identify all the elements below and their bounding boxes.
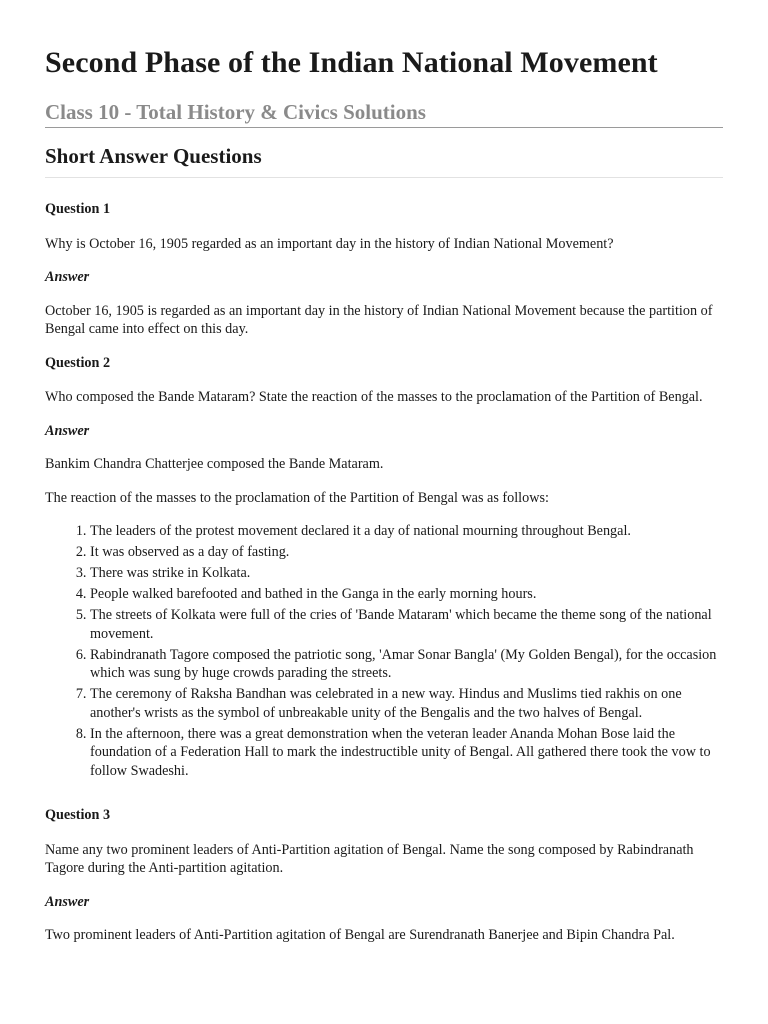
reaction-list <box>45 522 725 780</box>
answer-paragraph: Bankim Chandra Chatterjee composed the Bande Mataram. <box>45 456 384 472</box>
section-divider <box>45 177 723 178</box>
answer-label: Answer <box>45 422 90 439</box>
list-item: 4. People walked barefooted and bathed in the Ganga in the early morning hours. <box>90 585 725 604</box>
content-body <box>45 200 725 960</box>
list-item: 7. The ceremony of Raksha Bandhan was celebrated in a new way. Hindus and Muslims tied rakhis on one another's wrists as the symbol of unbreakable unity of the Bengalis and the two halves of Bengal. <box>90 685 725 722</box>
question-label: Question 2 <box>45 354 111 371</box>
page-subtitle: Class 10 - Total History & Civics Solutions <box>45 100 426 124</box>
question-text: Name any two prominent leaders of Anti-Partition agitation of Bengal. Name the song composed by Rabindranath Tagore during the Anti-partition agitation. <box>45 841 694 876</box>
question-block-2 <box>45 354 725 781</box>
list-item: 3. There was strike in Kolkata. <box>90 564 725 583</box>
list-item: 5. The streets of Kolkata were full of the cries of 'Bande Mataram' which became the theme song of the national movement. <box>90 606 725 643</box>
page-title: Second Phase of the Indian National Movement <box>45 46 658 79</box>
question-block-1 <box>45 200 725 339</box>
question-text: Why is October 16, 1905 regarded as an important day in the history of Indian National Movement? <box>45 235 614 252</box>
question-text: Who composed the Bande Mataram? State the reaction of the masses to the proclamation of the Partition of Bengal. <box>45 389 703 405</box>
list-item: 1. The leaders of the protest movement declared it a day of national mourning throughout Bengal. <box>90 522 725 541</box>
answer-label: Answer <box>45 893 90 910</box>
answer-label: Answer <box>45 269 90 285</box>
list-item: 2. It was observed as a day of fasting. <box>90 543 725 562</box>
subtitle-divider <box>45 127 723 128</box>
question-block-3 <box>45 806 725 945</box>
list-item: 6. Rabindranath Tagore composed the patriotic song, 'Amar Sonar Bangla' (My Golden Bengal), for the occasion which was sung by huge crowds parading the streets. <box>90 646 725 683</box>
answer-paragraph: The reaction of the masses to the proclamation of the Partition of Bengal was as follows: <box>45 489 549 506</box>
list-item: 8. In the afternoon, there was a great demonstration when the veteran leader Ananda Mohan Bose laid the foundation of a Federation Hall to mark the indestructible unity of Bengal. All gathered there took the vow to follow Swadeshi. <box>90 725 725 781</box>
section-heading: Short Answer Questions <box>45 144 262 168</box>
answer-paragraph: October 16, 1905 is regarded as an important day in the history of Indian National Movement because the partition of Bengal came into effect on this day. <box>45 302 713 337</box>
answer-paragraph: Two prominent leaders of Anti-Partition agitation of Bengal are Surendranath Banerjee and Bipin Chandra Pal. <box>45 927 675 943</box>
question-label: Question 3 <box>45 807 111 823</box>
question-label: Question 1 <box>45 201 111 217</box>
